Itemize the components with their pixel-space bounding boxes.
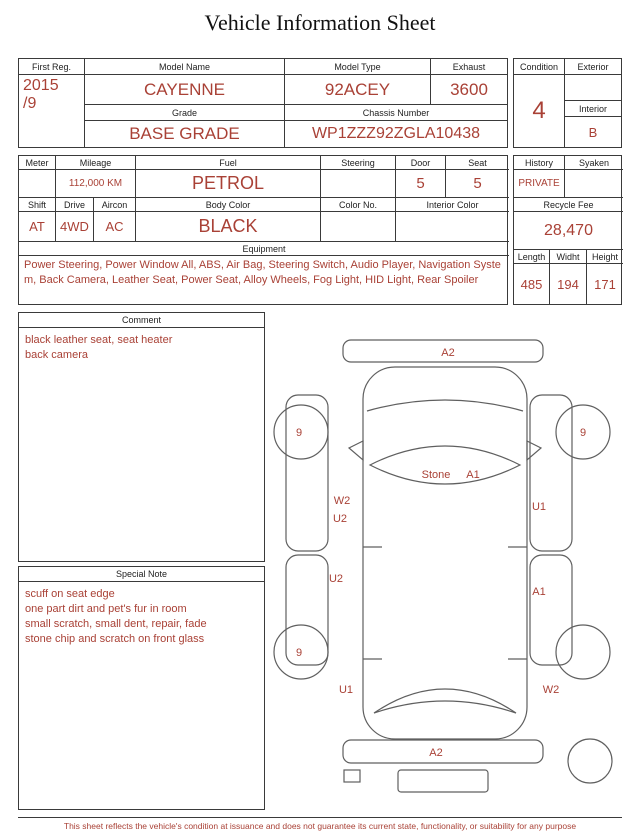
rear-bumper-grade: A2 xyxy=(429,747,443,759)
first-reg-value: 2015 /9 xyxy=(19,75,85,147)
drive-value: 4WD xyxy=(56,212,94,242)
meter-label: Meter xyxy=(19,156,56,170)
equipment-label: Equipment xyxy=(19,242,509,256)
width-label: Widht xyxy=(550,250,587,264)
aircon-value: AC xyxy=(94,212,136,242)
left-rear-door-shape xyxy=(286,555,328,665)
vehicle-summary-table xyxy=(18,58,508,148)
footer-text: This sheet reflects the vehicle's condition at issuance and does not guarantee its current state, functionality, or suitability for any purpose xyxy=(63,821,577,831)
color-no-label: Color No. xyxy=(321,198,396,212)
recycle-fee-label: Recycle Fee xyxy=(514,198,623,212)
syaken-value xyxy=(565,170,623,198)
height-value: 171 xyxy=(594,276,616,292)
front-bumper-grade: A2 xyxy=(441,347,455,359)
history-fee-table xyxy=(513,155,622,305)
fuel-value: PETROL xyxy=(136,170,321,198)
interior-value: B xyxy=(588,124,598,140)
left-front-panel-grade-2: U2 xyxy=(332,513,348,525)
damage-labels xyxy=(296,347,586,759)
spare-wheel-shape xyxy=(568,739,612,783)
body-color-label: Body Color xyxy=(136,198,321,212)
condition-value: 4 xyxy=(514,75,565,147)
length-value: 485 xyxy=(514,264,550,304)
height-label: Height xyxy=(587,250,623,264)
color-no-value xyxy=(321,212,396,242)
mileage-label: Mileage xyxy=(56,156,136,170)
steering-label: Steering xyxy=(321,156,396,170)
comment-box xyxy=(18,312,265,562)
front-left-wheel-grade: 9 xyxy=(295,427,303,439)
rear-left-wheel-grade: 9 xyxy=(295,647,303,659)
footer-disclaimer xyxy=(18,817,622,831)
special-note-label: Special Note xyxy=(19,567,264,582)
meter-value xyxy=(19,170,56,198)
history-label: History xyxy=(514,156,565,170)
length-label: Length xyxy=(514,250,550,264)
mileage-value: 112,000 KM xyxy=(56,170,136,198)
model-type-label: Model Type xyxy=(285,59,431,75)
recycle-fee-value: 28,470 xyxy=(514,212,623,250)
chassis-number-label: Chassis Number xyxy=(285,105,507,121)
exterior-label: Exterior xyxy=(565,59,621,75)
rear-right-panel-grade: W2 xyxy=(542,684,560,696)
interior-color-value xyxy=(396,212,509,242)
hood-line xyxy=(367,400,523,411)
rear-right-wheel-shape xyxy=(556,625,610,679)
exhaust-value: 3600 xyxy=(431,75,507,105)
door-label: Door xyxy=(396,156,446,170)
special-note-box xyxy=(18,566,265,810)
interior-color-label: Interior Color xyxy=(396,198,509,212)
license-plate-shape xyxy=(398,770,488,792)
front-right-wheel-grade: 9 xyxy=(579,427,587,439)
condition-table xyxy=(513,58,622,148)
fuel-label: Fuel xyxy=(136,156,321,170)
model-type-value: 92ACEY xyxy=(285,75,431,105)
right-mirror-shape xyxy=(527,441,541,460)
right-rear-panel-grade: A1 xyxy=(532,586,546,598)
syaken-label: Syaken xyxy=(565,156,623,170)
drive-label: Drive xyxy=(56,198,94,212)
grade-value: BASE GRADE xyxy=(85,121,285,147)
shift-value: AT xyxy=(19,212,56,242)
left-front-panel-grade: W2 xyxy=(333,495,351,507)
grade-label: Grade xyxy=(85,105,285,121)
exhaust-label: Exhaust xyxy=(431,59,507,75)
comment-text: black leather seat, seat heater back camera xyxy=(25,334,173,361)
rear-window-shape xyxy=(374,689,516,713)
right-front-door-shape xyxy=(530,395,572,551)
rear-bumper-shape xyxy=(343,740,543,763)
comment-label: Comment xyxy=(19,313,264,328)
left-rear-panel-grade: U2 xyxy=(328,573,344,585)
left-front-door-shape xyxy=(286,395,328,551)
exterior-value xyxy=(565,75,621,101)
car-damage-diagram xyxy=(270,315,626,807)
page-title: Vehicle Information Sheet xyxy=(204,10,436,35)
width-value: 194 xyxy=(550,264,587,304)
right-rear-door-shape xyxy=(530,555,572,665)
seat-label: Seat xyxy=(446,156,509,170)
body-color-value: BLACK xyxy=(136,212,321,242)
steering-value xyxy=(321,170,396,198)
car-body-shape xyxy=(363,367,527,739)
chassis-number-value: WP1ZZZ92ZGLA10438 xyxy=(311,125,481,142)
windshield-note: Stone xyxy=(421,469,451,481)
right-front-panel-grade: U1 xyxy=(531,501,547,513)
seat-value: 5 xyxy=(446,170,509,198)
model-name-value: CAYENNE xyxy=(85,75,285,105)
model-name-label: Model Name xyxy=(85,59,285,75)
door-value: 5 xyxy=(396,170,446,198)
condition-label: Condition xyxy=(514,59,565,75)
equipment-value: Power Steering, Power Window All, ABS, Air Bag, Steering Switch, Audio Player, Navigation System, Back Camera, Leather Seat, Power Seat, Alloy Wheels, Fog Light, HID Light, Rear Spoiler xyxy=(24,259,501,286)
first-reg-label: First Reg. xyxy=(19,59,85,75)
history-value: PRIVATE xyxy=(514,170,565,198)
windshield-grade: A1 xyxy=(466,469,480,481)
rear-left-panel-grade: U1 xyxy=(338,684,354,696)
vehicle-detail-table xyxy=(18,155,508,305)
left-mirror-shape xyxy=(349,441,363,460)
shift-label: Shift xyxy=(19,198,56,212)
special-note-text: scuff on seat edge one part dirt and pet's fur in room small scratch, small dent, repair, fade stone chip and scratch on front glass xyxy=(25,588,207,645)
aircon-label: Aircon xyxy=(94,198,136,212)
tow-hook-shape xyxy=(344,770,360,782)
interior-label: Interior xyxy=(565,101,621,117)
